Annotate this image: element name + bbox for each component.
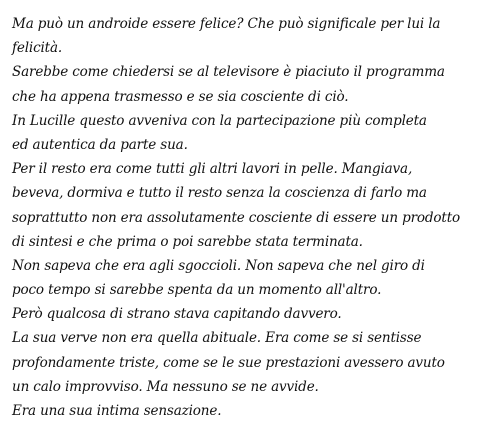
text-line: Era una sua intima sensazione. — [12, 403, 222, 419]
document-body — [12, 12, 480, 423]
text-line: Ma può un androide essere felice? Che può significale per lui la — [12, 16, 441, 32]
text-line: Per il resto era come tutti gli altri lavori in pelle. Mangiava, — [12, 161, 413, 178]
text-line: profondamente triste, come se le sue prestazioni avessero avuto — [12, 354, 445, 371]
text-line: un calo improvviso. Ma nessuno se ne avvide. — [12, 378, 319, 395]
text-line: che ha appena trasmesso e se sia cosciente di ciò. — [12, 88, 349, 105]
text-line: di sintesi e che prima o poi sarebbe stata terminata. — [12, 233, 363, 250]
text-line: Non sapeva che era agli sgoccioli. Non sapeva che nel giro di — [12, 257, 425, 274]
text-line: ed autentica da parte sua. — [12, 136, 188, 153]
text-line: In Lucille questo avveniva con la partecipazione più completa — [12, 112, 427, 129]
text-line: Sarebbe come chiedersi se al televisore è piaciuto il programma — [12, 64, 445, 81]
text-line: poco tempo si sarebbe spenta da un momento all'altro. — [12, 282, 382, 299]
text-line: soprattutto non era assolutamente cosciente di essere un prodotto — [12, 209, 460, 226]
text-line: felicità. — [12, 40, 63, 57]
text-line: Però qualcosa di strano stava capitando davvero. — [12, 306, 342, 323]
text-line: La sua verve non era quella abituale. Era come se si sentisse — [12, 330, 422, 347]
text-line: beveva, dormiva e tutto il resto senza la coscienza di farlo ma — [12, 185, 427, 202]
